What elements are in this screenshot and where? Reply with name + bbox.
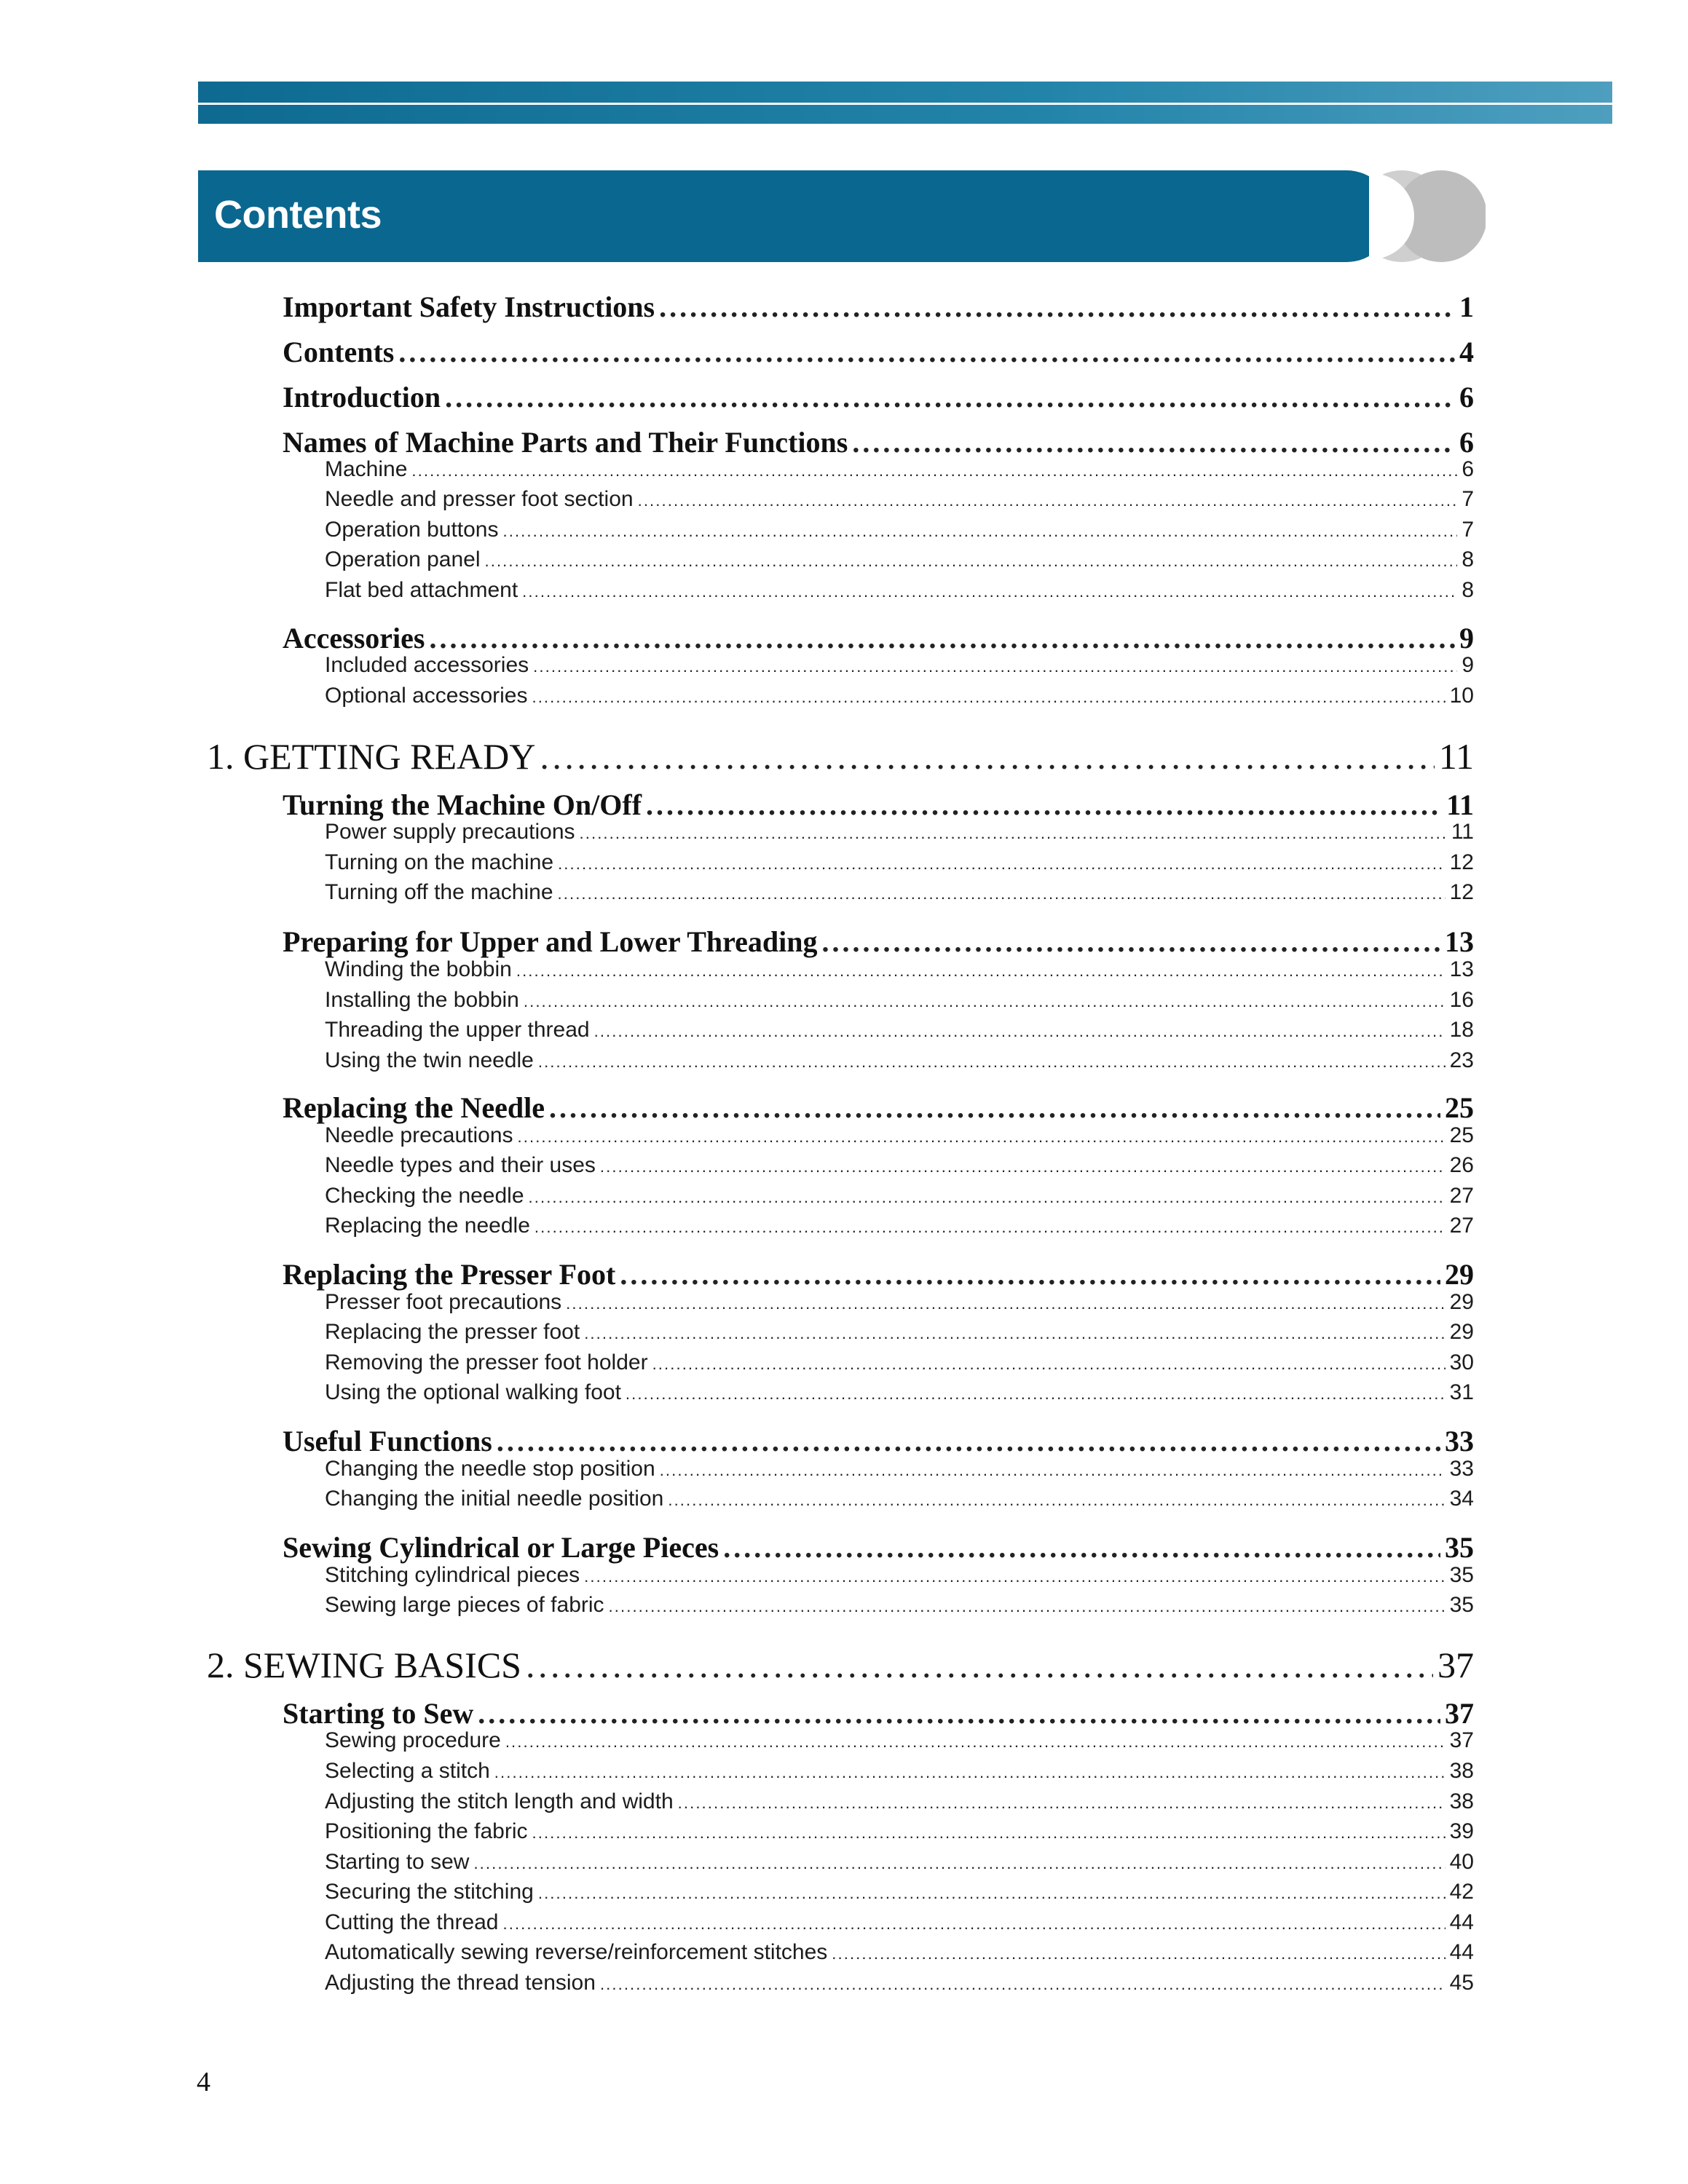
toc-entry-title: Turning on the machine	[325, 850, 554, 874]
toc-entry-page: 16	[1449, 988, 1474, 1012]
toc-entry-sub[interactable]	[325, 957, 1474, 982]
toc-entry-page: 42	[1449, 1880, 1474, 1904]
toc-entry-title: Sewing large pieces of fabric	[325, 1593, 604, 1617]
toc-entry-sub[interactable]	[325, 1380, 1474, 1405]
toc-entry-title: Checking the needle	[325, 1184, 524, 1208]
toc-entry-title: Removing the presser foot holder	[325, 1350, 648, 1374]
toc-entry-sub[interactable]	[325, 1350, 1474, 1375]
page-title: Contents	[214, 193, 382, 237]
toc-entry-sub[interactable]	[325, 1290, 1474, 1315]
toc-entry-section[interactable]	[283, 925, 1474, 959]
toc-dot-leader	[522, 582, 1457, 601]
toc-dot-leader	[503, 1915, 1446, 1934]
toc-dot-leader	[398, 335, 1455, 369]
toc-entry-title: Winding the bobbin	[325, 957, 512, 981]
toc-entry-sub[interactable]	[325, 1940, 1474, 1965]
toc-dot-leader	[600, 1158, 1446, 1176]
toc-entry-page: 38	[1449, 1789, 1474, 1813]
toc-entry-title: 2. SEWING BASICS	[207, 1645, 521, 1685]
toc-dot-leader	[411, 462, 1457, 480]
toc-entry-title: Using the twin needle	[325, 1048, 534, 1072]
toc-entry-sub[interactable]	[325, 1563, 1474, 1588]
toc-entry-title: Sewing Cylindrical or Large Pieces	[283, 1531, 719, 1564]
toc-dot-leader	[478, 1696, 1440, 1730]
toc-entry-title: Optional accessories	[325, 684, 528, 708]
toc-entry-section[interactable]	[283, 788, 1474, 822]
toc-entry-title: Included accessories	[325, 653, 529, 677]
toc-entry-page: 33	[1449, 1457, 1474, 1481]
toc-entry-title: Important Safety Instructions	[283, 290, 655, 323]
toc-entry-sub[interactable]	[325, 1819, 1474, 1844]
toc-entry-sub[interactable]	[325, 1214, 1474, 1238]
toc-entry-title: Flat bed attachment	[325, 578, 518, 602]
toc-entry-page: 13	[1449, 957, 1474, 981]
toc-entry-title: Positioning the fabric	[325, 1819, 528, 1843]
toc-dot-leader	[723, 1530, 1440, 1564]
toc-dot-leader	[646, 788, 1442, 822]
toc-entry-page: 26	[1449, 1153, 1474, 1177]
toc-entry-sub[interactable]	[325, 1880, 1474, 1904]
toc-entry-page: 29	[1449, 1320, 1474, 1344]
toc-entry-section[interactable]	[283, 290, 1474, 324]
toc-entry-section[interactable]	[283, 380, 1474, 414]
toc-entry-page: 27	[1449, 1184, 1474, 1208]
toc-entry-title: Accessories	[283, 622, 425, 654]
toc-entry-page: 37	[1437, 1645, 1474, 1685]
toc-dot-leader	[538, 1884, 1446, 1903]
toc-entry-sub[interactable]	[325, 1153, 1474, 1178]
toc-dot-leader	[538, 1053, 1446, 1072]
toc-entry-title: Contents	[283, 336, 395, 368]
toc-entry-sub[interactable]	[325, 1018, 1474, 1042]
toc-dot-leader	[638, 491, 1458, 510]
toc-entry-title: Replacing the Needle	[283, 1091, 545, 1124]
toc-dot-leader	[659, 290, 1455, 324]
toc-entry-page: 44	[1449, 1910, 1474, 1934]
toc-dot-leader	[505, 1733, 1446, 1752]
toc-entry-title: Presser foot precautions	[325, 1290, 562, 1314]
toc-entry-title: Replacing the needle	[325, 1214, 530, 1238]
toc-entry-chapter[interactable]	[207, 1644, 1474, 1686]
toc-entry-sub[interactable]	[325, 653, 1474, 678]
toc-dot-leader	[580, 824, 1447, 843]
toc-dot-leader	[832, 1944, 1445, 1963]
toc-dot-leader	[652, 1355, 1446, 1374]
toc-entry-page: 18	[1449, 1018, 1474, 1042]
toc-entry-page: 23	[1449, 1048, 1474, 1072]
toc-entry-page: 38	[1449, 1759, 1474, 1783]
toc-dot-leader	[620, 1257, 1440, 1291]
toc-dot-leader	[594, 1022, 1446, 1041]
toc-entry-title: Changing the needle stop position	[325, 1457, 655, 1481]
toc-dot-leader	[584, 1324, 1445, 1343]
toc-entry-title: Turning off the machine	[325, 880, 553, 904]
toc-entry-title: Threading the upper thread	[325, 1018, 590, 1042]
toc-dot-leader	[533, 657, 1457, 676]
toc-entry-sub[interactable]	[325, 1593, 1474, 1618]
toc-entry-page: 6	[1462, 457, 1474, 481]
toc-entry-section[interactable]	[283, 425, 1474, 459]
toc-dot-leader	[584, 1567, 1445, 1586]
toc-entry-title: Starting to Sew	[283, 1697, 474, 1730]
toc-dot-leader	[503, 522, 1458, 541]
toc-entry-page: 35	[1445, 1531, 1474, 1564]
toc-entry-title: Power supply precautions	[325, 820, 575, 844]
toc-dot-leader	[445, 380, 1455, 414]
toc-dot-leader	[516, 962, 1446, 981]
toc-entry-page: 7	[1462, 518, 1474, 542]
toc-entry-sub[interactable]	[325, 457, 1474, 482]
toc-dot-leader	[532, 688, 1445, 707]
toc-entry-sub[interactable]	[325, 518, 1474, 542]
toc-dot-leader	[609, 1597, 1446, 1616]
toc-entry-page: 27	[1449, 1214, 1474, 1238]
toc-entry-title: Operation panel	[325, 547, 481, 571]
toc-entry-page: 1	[1459, 290, 1474, 323]
toc-dot-leader	[540, 735, 1435, 778]
toc-entry-page: 6	[1459, 381, 1474, 414]
toc-entry-page: 11	[1446, 788, 1474, 821]
toc-entry-sub[interactable]	[325, 578, 1474, 603]
toc-entry-section[interactable]	[283, 1696, 1474, 1730]
toc-entry-page: 11	[1451, 820, 1474, 844]
toc-entry-title: Stitching cylindrical pieces	[325, 1563, 580, 1587]
toc-entry-page: 25	[1445, 1091, 1474, 1124]
toc-entry-title: Needle types and their uses	[325, 1153, 596, 1177]
toc-entry-page: 13	[1445, 925, 1474, 958]
toc-entry-section[interactable]	[283, 1530, 1474, 1564]
toc-entry-sub[interactable]	[325, 1789, 1474, 1814]
toc-entry-title: 1. GETTING READY	[207, 736, 536, 777]
toc-entry-sub[interactable]	[325, 487, 1474, 512]
toc-entry-sub[interactable]	[325, 684, 1474, 708]
toc-dot-leader	[626, 1385, 1446, 1404]
toc-entry-page: 8	[1462, 547, 1474, 571]
toc-entry-page: 29	[1445, 1258, 1474, 1291]
toc-entry-page: 10	[1449, 684, 1474, 708]
toc-entry-sub[interactable]	[325, 988, 1474, 1013]
toc-dot-leader	[524, 992, 1446, 1011]
toc-entry-section[interactable]	[283, 621, 1474, 655]
toc-entry-title: Sewing procedure	[325, 1728, 501, 1752]
toc-dot-leader	[473, 1854, 1445, 1873]
toc-entry-title: Using the optional walking foot	[325, 1380, 621, 1404]
toc-entry-page: 35	[1449, 1563, 1474, 1587]
toc-entry-page: 29	[1449, 1290, 1474, 1314]
toc-entry-title: Installing the bobbin	[325, 988, 519, 1012]
page-number: 4	[197, 2067, 210, 2097]
toc-entry-sub[interactable]	[325, 1971, 1474, 1995]
toc-entry-page: 4	[1459, 336, 1474, 368]
toc-entry-sub[interactable]	[325, 1759, 1474, 1784]
toc-entry-sub[interactable]	[325, 1123, 1474, 1148]
toc-entry-sub[interactable]	[325, 1457, 1474, 1481]
toc-dot-leader	[549, 1091, 1440, 1125]
toc-entry-page: 12	[1449, 850, 1474, 874]
toc-dot-leader	[822, 925, 1440, 959]
toc-entry-page: 33	[1445, 1425, 1474, 1457]
toc-dot-leader	[558, 885, 1446, 903]
toc-dot-leader	[660, 1461, 1446, 1480]
toc-entry-title: Introduction	[283, 381, 441, 414]
toc-entry-title: Preparing for Upper and Lower Threading	[283, 925, 818, 958]
toc-entry-sub[interactable]	[325, 820, 1474, 844]
toc-entry-sub[interactable]	[325, 1184, 1474, 1208]
toc-dot-leader	[852, 425, 1455, 459]
toc-entry-section[interactable]	[283, 1257, 1474, 1291]
toc-entry-page: 40	[1449, 1850, 1474, 1874]
toc-entry-title: Turning the Machine On/Off	[283, 788, 642, 821]
toc-dot-leader	[600, 1975, 1446, 1994]
toc-entry-page: 35	[1449, 1593, 1474, 1617]
toc-entry-sub[interactable]	[325, 1910, 1474, 1935]
toc-entry-title: Names of Machine Parts and Their Functions	[283, 426, 848, 459]
toc-entry-page: 9	[1462, 653, 1474, 677]
toc-entry-page: 37	[1445, 1697, 1474, 1730]
toc-entry-page: 34	[1449, 1487, 1474, 1511]
toc-entry-chapter[interactable]	[207, 735, 1474, 778]
toc-dot-leader	[668, 1491, 1445, 1510]
toc-dot-leader	[485, 552, 1458, 571]
toc-dot-leader	[535, 1218, 1446, 1237]
toc-entry-title: Changing the initial needle position	[325, 1487, 664, 1511]
toc-dot-leader	[566, 1294, 1445, 1313]
toc-entry-page: 11	[1438, 736, 1474, 777]
toc-entry-page: 6	[1459, 426, 1474, 459]
toc-entry-title: Adjusting the stitch length and width	[325, 1789, 674, 1813]
toc-dot-leader	[532, 1824, 1446, 1843]
toc-entry-section[interactable]	[283, 1424, 1474, 1458]
toc-entry-title: Cutting the thread	[325, 1910, 499, 1934]
toc-entry-title: Needle and presser foot section	[325, 487, 634, 511]
toc-entry-sub[interactable]	[325, 850, 1474, 875]
toc-dot-leader	[678, 1794, 1446, 1813]
toc-entry-sub[interactable]	[325, 1320, 1474, 1345]
toc-entry-sub[interactable]	[325, 547, 1474, 572]
toc-entry-sub[interactable]	[325, 880, 1474, 905]
toc-entry-sub[interactable]	[325, 1850, 1474, 1875]
toc-entry-title: Replacing the Presser Foot	[283, 1258, 616, 1291]
toc-entry-title: Selecting a stitch	[325, 1759, 490, 1783]
toc-entry-title: Operation buttons	[325, 518, 499, 542]
toc-dot-leader	[429, 621, 1455, 655]
toc-entry-page: 37	[1449, 1728, 1474, 1752]
toc-entry-title: Starting to sew	[325, 1850, 470, 1874]
toc-entry-page: 45	[1449, 1971, 1474, 1995]
toc-dot-leader	[526, 1644, 1433, 1686]
toc-entry-title: Automatically sewing reverse/reinforcement stitches	[325, 1940, 828, 1964]
toc-entry-page: 44	[1449, 1940, 1474, 1964]
toc-entry-title: Useful Functions	[283, 1425, 492, 1457]
toc-entry-page: 9	[1459, 622, 1474, 654]
toc-dot-leader	[558, 855, 1446, 874]
toc-entry-title: Securing the stitching	[325, 1880, 534, 1904]
toc-entry-title: Needle precautions	[325, 1123, 513, 1147]
toc-entry-page: 25	[1449, 1123, 1474, 1147]
toc-entry-page: 39	[1449, 1819, 1474, 1843]
toc-entry-page: 8	[1462, 578, 1474, 602]
toc-entry-sub[interactable]	[325, 1487, 1474, 1511]
toc-dot-leader	[494, 1763, 1446, 1782]
toc-entry-title: Adjusting the thread tension	[325, 1971, 596, 1995]
toc-entry-title: Replacing the presser foot	[325, 1320, 580, 1344]
toc-entry-page: 12	[1449, 880, 1474, 904]
toc-entry-sub[interactable]	[325, 1048, 1474, 1073]
toc-dot-leader	[529, 1188, 1446, 1207]
toc-entry-sub[interactable]	[325, 1728, 1474, 1753]
toc-entry-section[interactable]	[283, 335, 1474, 369]
toc-entry-page: 7	[1462, 487, 1474, 511]
toc-entry-page: 31	[1449, 1380, 1474, 1404]
toc-dot-leader	[518, 1128, 1446, 1147]
toc-entry-section[interactable]	[283, 1091, 1474, 1125]
toc-dot-leader	[497, 1424, 1440, 1458]
toc-entry-title: Machine	[325, 457, 408, 481]
toc-entry-page: 30	[1449, 1350, 1474, 1374]
